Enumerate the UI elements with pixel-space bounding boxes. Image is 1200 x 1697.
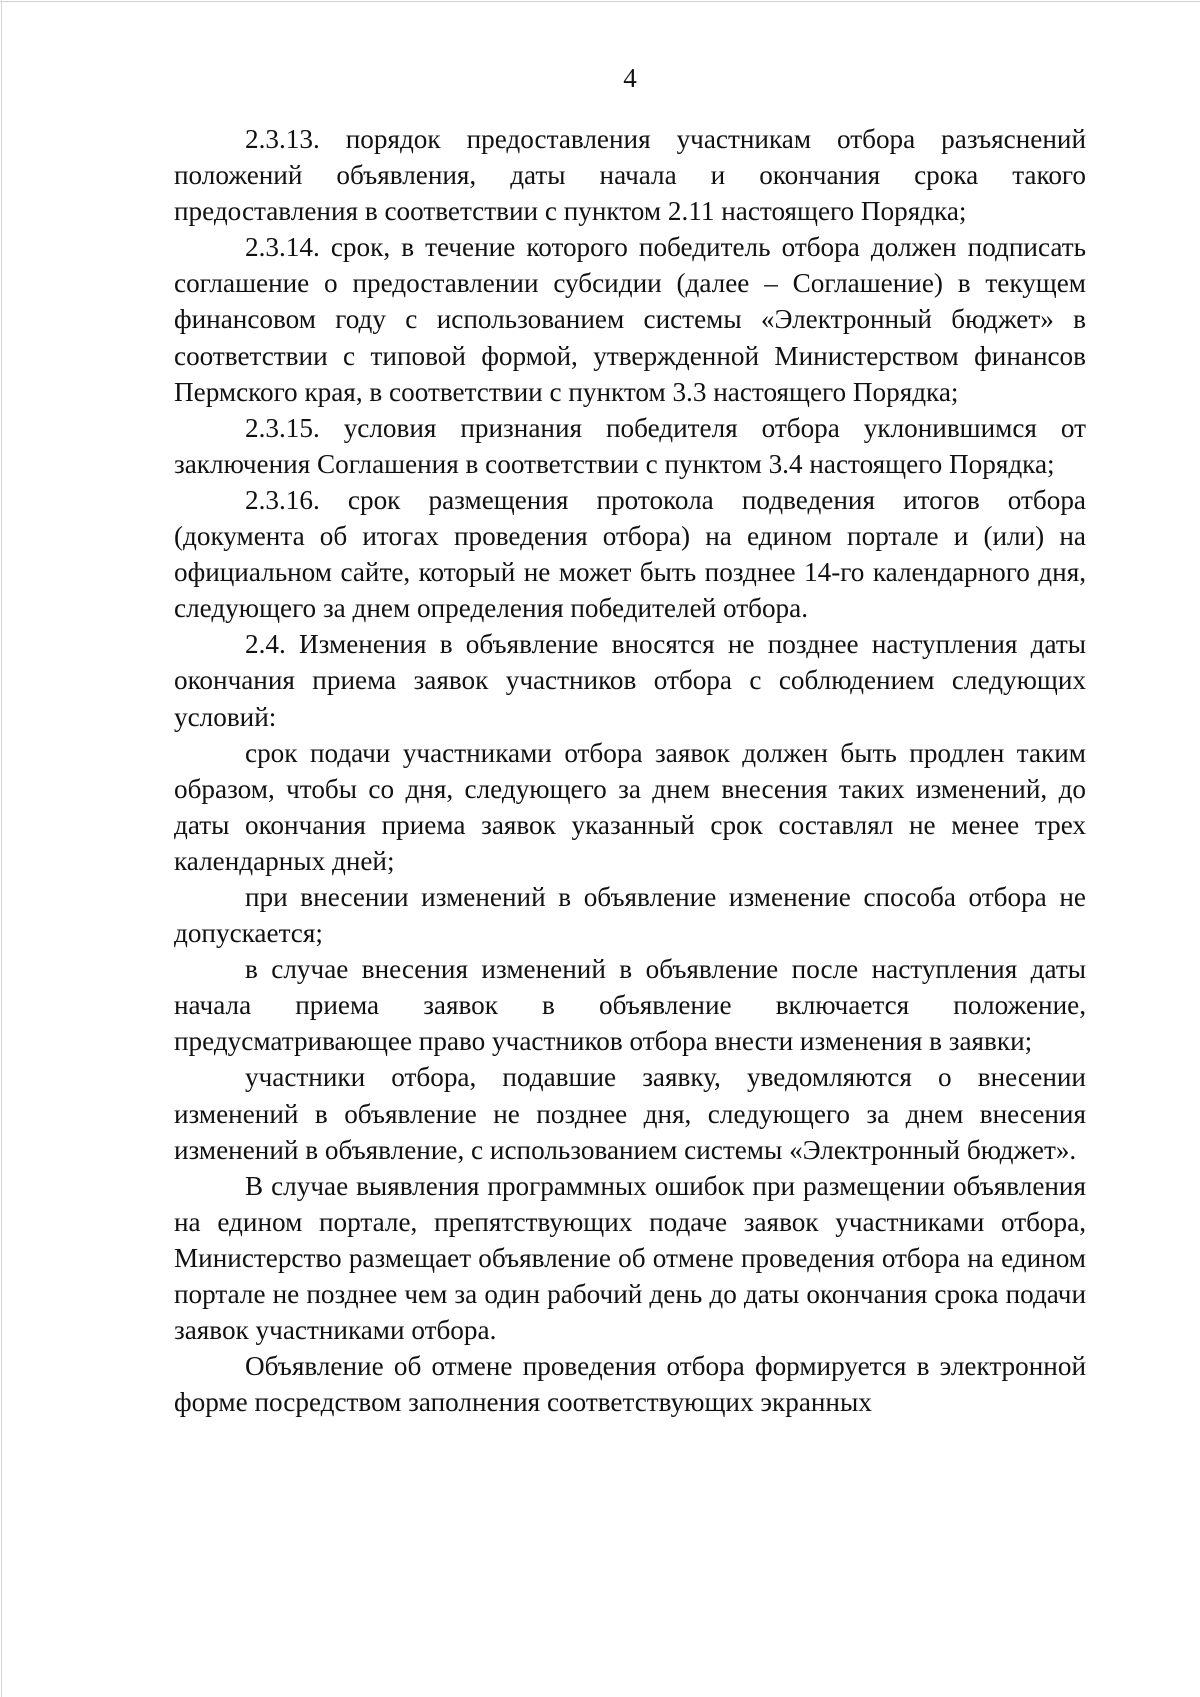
paragraph-condition-method: при внесении изменений в объявление изменение способа отбора не допускается; [174,881,1086,949]
scan-left-edge [1,0,2,1697]
paragraph-2-3-15: 2.3.15. условия признания победителя отбора уклонившимся от заключения Соглашения в соответствии с пунктом 3.4 настоящего Порядка; [174,412,1086,479]
paragraph-condition-deadline: срок подачи участниками отбора заявок должен быть продлен таким образом, чтобы со дня, следующего за днем внесения таких изменений, до даты окончания приема заявок указанный срок составлял не менее трех календарных дней; [174,737,1086,876]
paragraph-cancellation-notice: Объявление об отмене проведения отбора формируется в электронной форме посредством заполнения соответствующих экранных [174,1351,1086,1418]
paragraph-2-3-14: 2.3.14. срок, в течение которого победитель отбора должен подписать соглашение о предоставлении субсидии (далее – Соглашение) в текущем финансовом году с использованием системы «Электронный бюджет» в соответствии с типовой формой, утвержденной Министерством финансов Пермского края, в соответствии с пунктом 3.3 настоящего Порядка; [174,232,1086,407]
scan-top-edge [0,1,1200,2]
paragraph-2-3-16: 2.3.16. срок размещения протокола подведения итогов отбора (документа об итогах проведения отбора) на едином портале и (или) на официальном сайте, который не может быть позднее 14-го календарного дня, следующего за днем определения победителей отбора. [174,484,1086,624]
paragraph-2-3-13: 2.3.13. порядок предоставления участникам отбора разъяснений положений объявления, даты начала и окончания срока такого предоставления в соответствии с пунктом 2.11 настоящего Порядка; [174,124,1086,227]
paragraph-notification: участники отбора, подавшие заявку, уведомляются о внесении изменений в объявление не позднее дня, следующего за днем внесения изменений в объявление, с использованием системы «Электронный бюджет». [174,1062,1086,1165]
page-number: 4 [623,63,637,93]
paragraph-program-errors: В случае выявления программных ошибок при размещении объявления на едином портале, препятствующих подаче заявок участниками отбора, Министерство размещает объявление об отмене проведения отбора на едином портале не позднее чем за один рабочий день до даты окончания срока подачи заявок участниками отбора. [174,1170,1086,1346]
document-body [174,121,1086,1420]
paragraph-2-4: 2.4. Изменения в объявление вносятся не позднее наступления даты окончания приема заявок участников отбора с соблюдением следующих условий: [174,629,1086,732]
paragraph-condition-amendments: в случае внесения изменений в объявление после наступления даты начала приема заявок в объявление включается положение, предусматривающее право участников отбора внести изменения в заявки; [174,954,1086,1057]
